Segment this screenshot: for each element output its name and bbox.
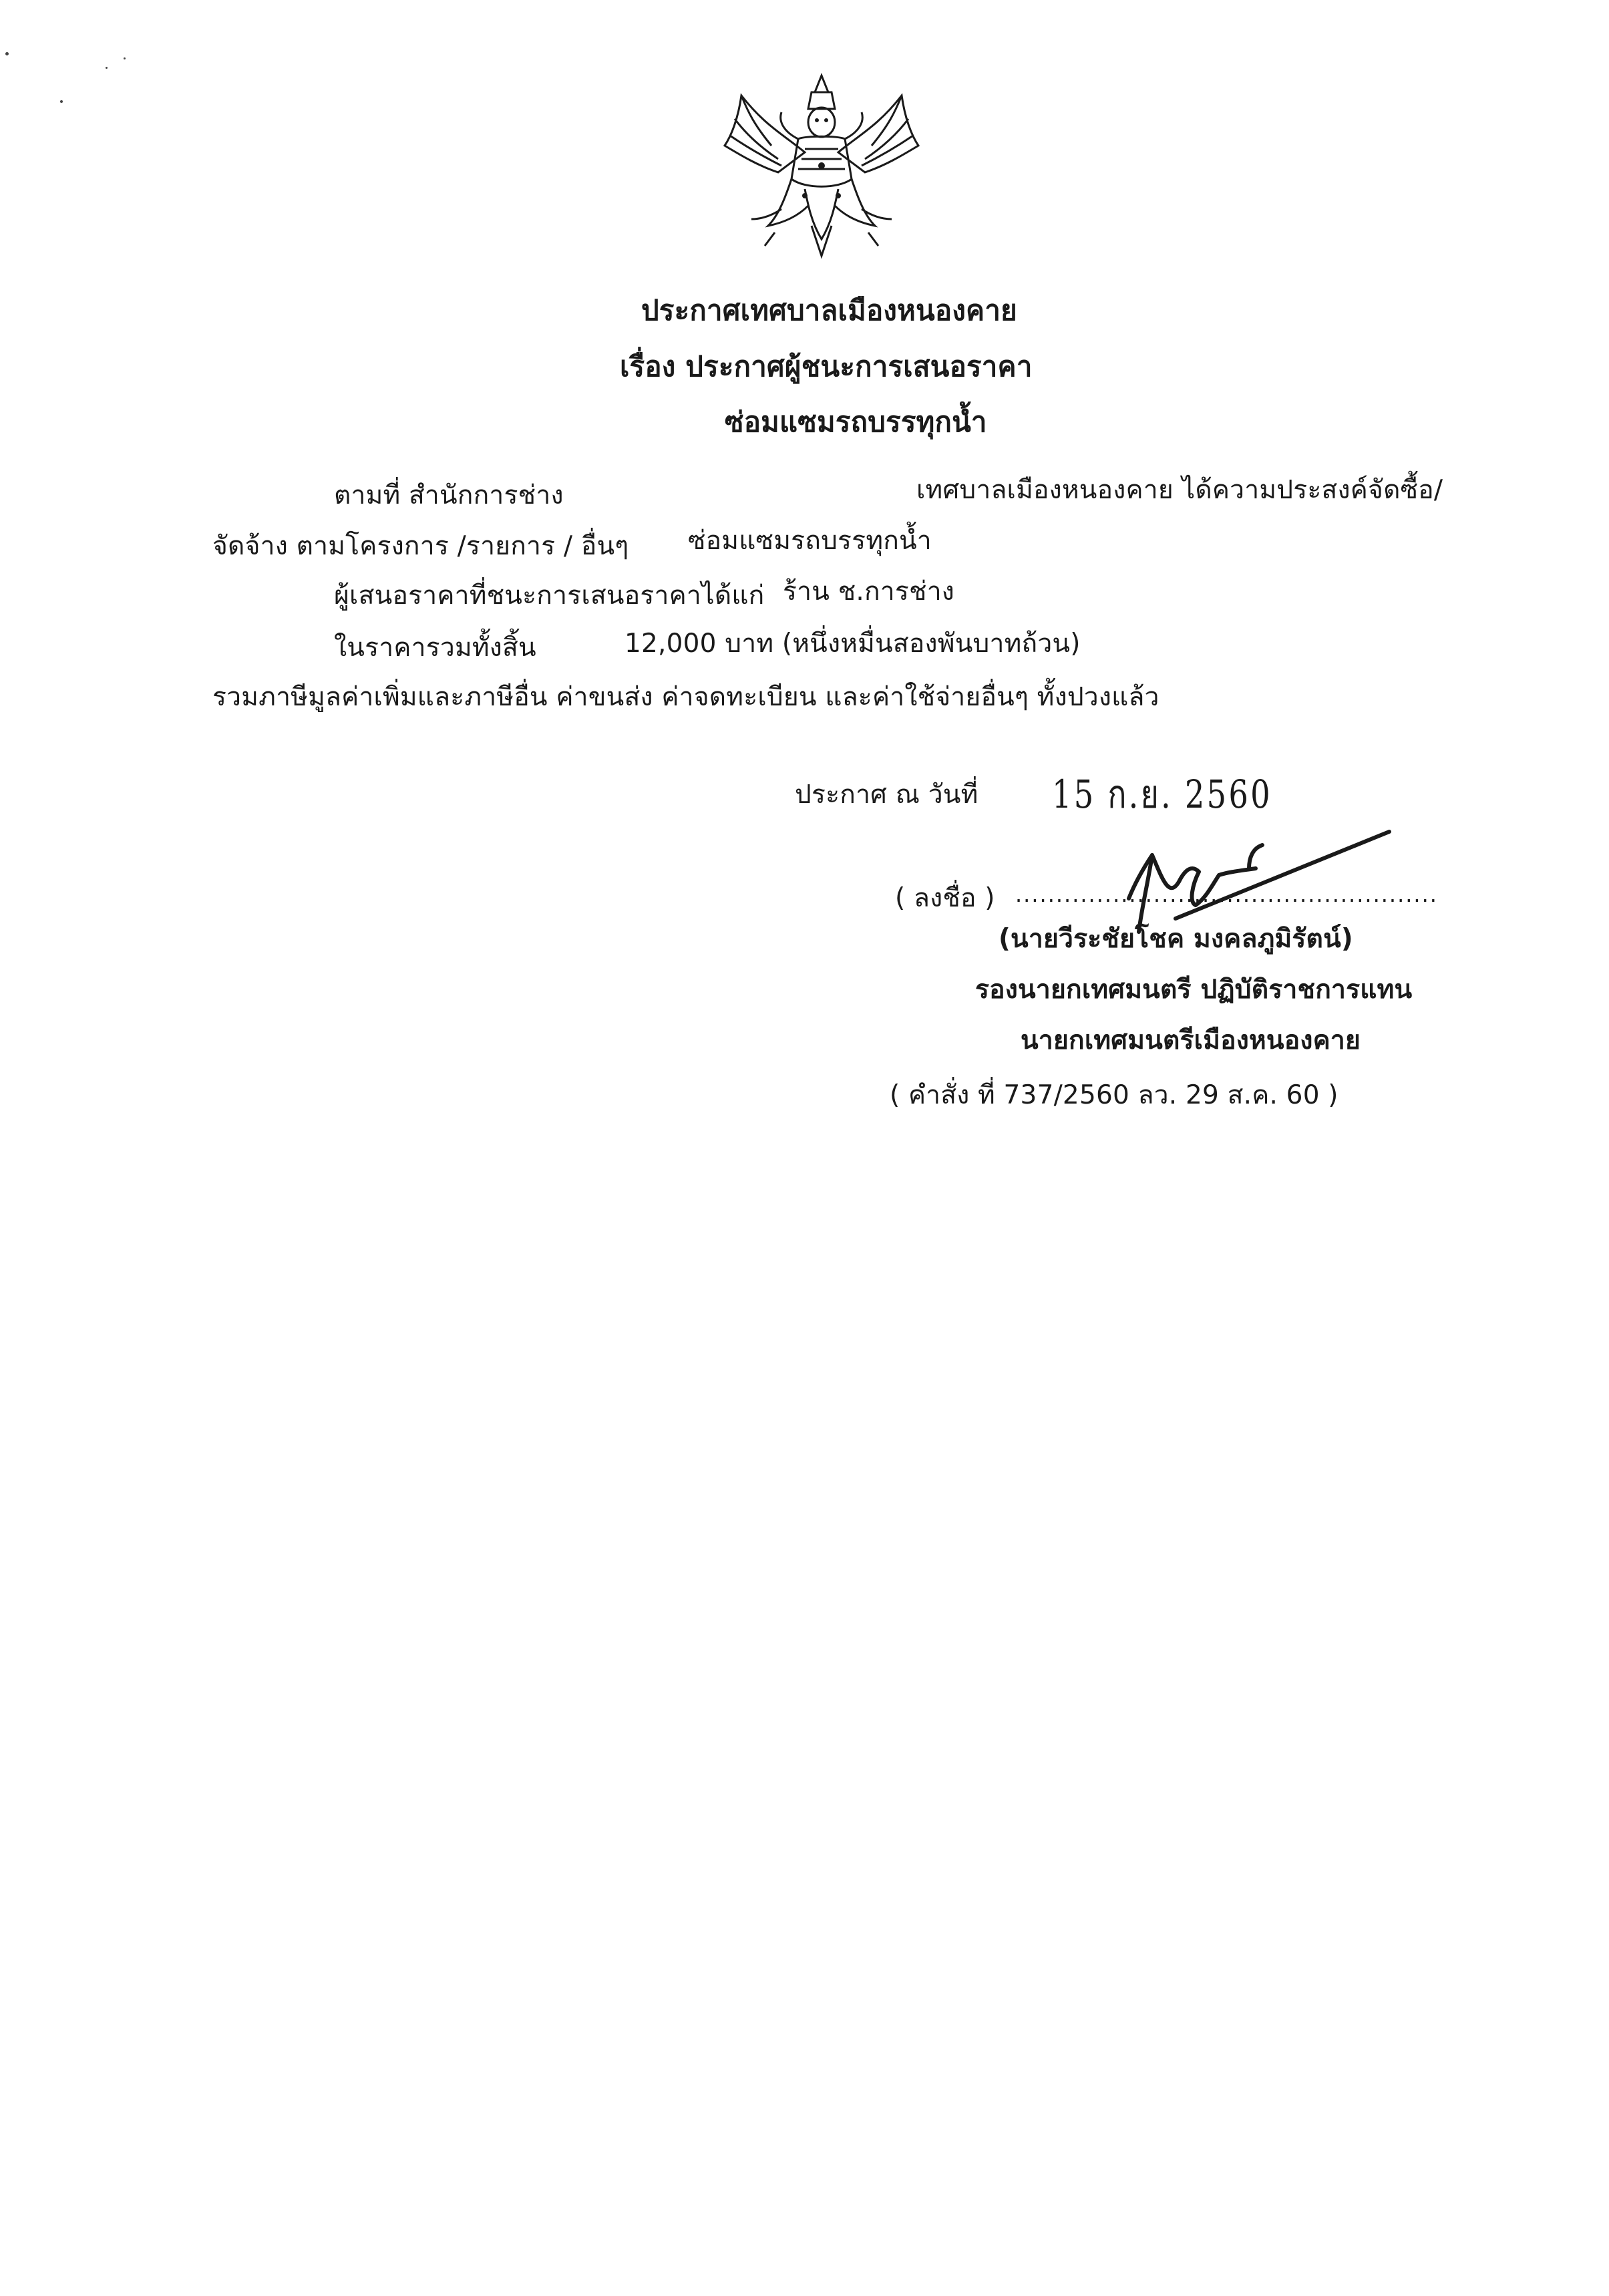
authorization-order: ( คำสั่ง ที่ 737/2560 ลว. 29 ส.ค. 60 ): [890, 1080, 1338, 1110]
body-price-label: ในราคารวมทั้งสิ้น: [334, 633, 536, 663]
body-price-amount: 12,000 บาท (หนึ่งหมื่นสองพันบาทถ้วน): [624, 629, 1081, 659]
signer-title-2: นายกเทศมนตรีเมืองหนองคาย: [1021, 1025, 1361, 1055]
body-intro: ตามที่ สำนักการช่าง: [334, 480, 564, 510]
document-title: ประกาศเทศบาลเมืองหนองคาย: [641, 294, 1017, 327]
sign-label: ( ลงชื่อ ): [895, 883, 995, 913]
scan-speck: [60, 100, 63, 103]
sign-dotted-line: ....................................................: [1015, 882, 1438, 907]
body-procurement-type: จัดจ้าง ตามโครงการ /รายการ / อื่นๆ: [212, 531, 629, 561]
body-intro-tail: เทศบาลเมืองหนองคาย ได้ความประสงค์จัดซื้อ/: [916, 475, 1443, 505]
scan-speck: [106, 67, 108, 69]
body-winner-name: ร้าน ช.การช่าง: [783, 577, 955, 607]
document-subject: เรื่อง ประกาศผู้ชนะการเสนอราคา: [620, 350, 1033, 383]
scan-speck: [5, 52, 9, 55]
garuda-emblem-icon: [711, 72, 932, 263]
body-project-name: ซ่อมแซมรถบรรทุกน้ำ: [688, 526, 932, 556]
announce-date-label: ประกาศ ณ วันที่: [795, 780, 978, 810]
signer-title: รองนายกเทศมนตรี ปฏิบัติราชการแทน: [975, 975, 1413, 1005]
body-tax-note: รวมภาษีมูลค่าเพิ่มและภาษีอื่น ค่าขนส่ง ค่าจดทะเบียน และค่าใช้จ่ายอื่นๆ ทั้งปวงแล้ว: [212, 682, 1159, 712]
document-project-title: ซ่อมแซมรถบรรทุกน้ำ: [725, 405, 987, 438]
scan-speck: [124, 57, 126, 59]
signer-name: (นายวีระชัยโชค มงคลภูมิรัตน์): [999, 924, 1353, 954]
announce-date-stamp: 15 ก.ย. 2560: [1052, 772, 1272, 817]
body-winner-label: ผู้เสนอราคาที่ชนะการเสนอราคาได้แก่: [334, 581, 765, 611]
